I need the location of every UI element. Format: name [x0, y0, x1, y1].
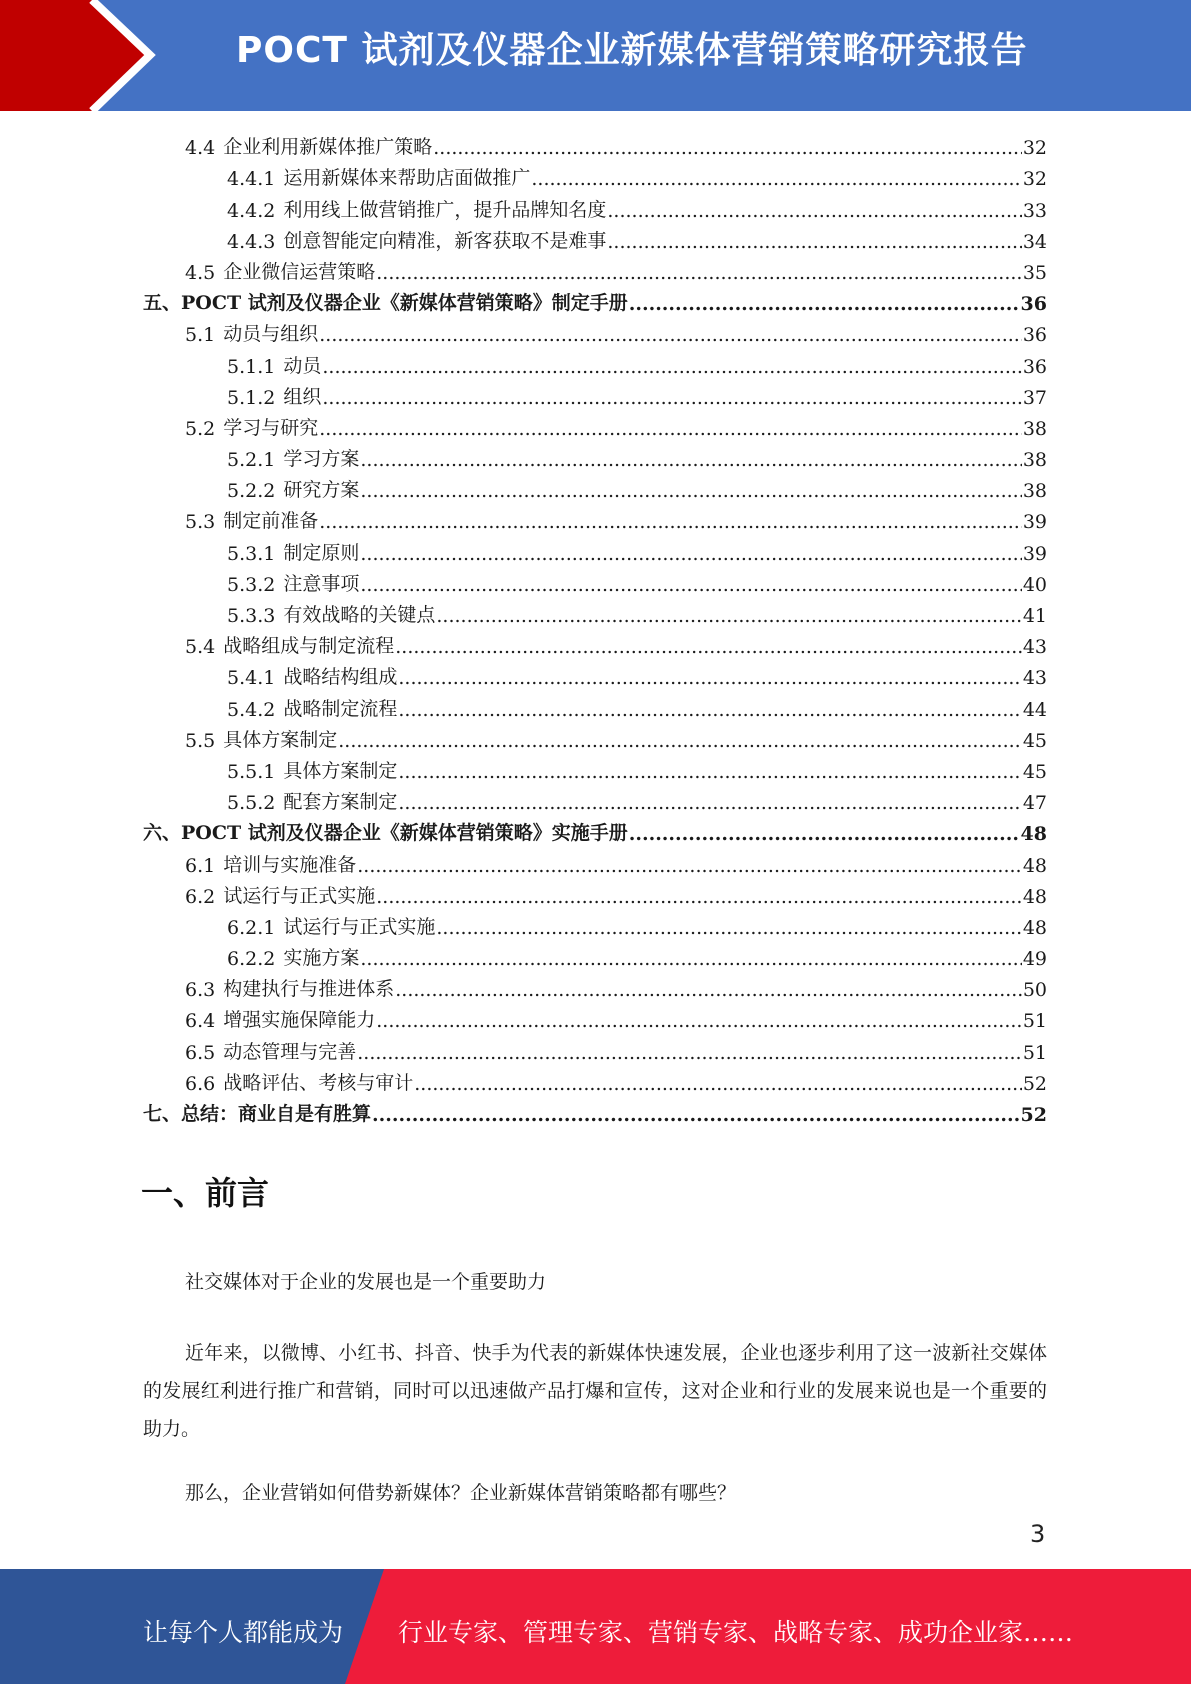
toc-entry-page: 48	[1022, 916, 1047, 939]
toc-entry-title: 配套方案制定	[283, 791, 398, 814]
toc-dot-leader	[607, 231, 1021, 253]
footer-slogan-right: 行业专家、管理专家、营销专家、战略专家、成功企业家……	[398, 1618, 1074, 1647]
toc-entry-page: 48	[1020, 823, 1047, 846]
toc-entry-number: 4.4.3	[227, 230, 276, 253]
toc-entry[interactable]	[143, 689, 1047, 720]
toc-entry-title: 组织	[283, 385, 322, 408]
toc-entry-title: POCT 试剂及仪器企业《新媒体营销策略》制定手册	[181, 292, 628, 315]
toc-dot-leader	[376, 886, 1022, 908]
toc-entry-title: 制定原则	[283, 541, 360, 564]
toc-dot-leader	[319, 418, 1022, 440]
toc-entry[interactable]	[143, 658, 1047, 689]
toc-dot-leader	[357, 855, 1022, 877]
toc-entry[interactable]	[143, 502, 1047, 533]
table-of-contents	[143, 128, 1047, 1126]
toc-entry-page: 43	[1022, 667, 1047, 690]
page-footer	[0, 1569, 1191, 1684]
toc-entry-number: 4.4.1	[227, 168, 276, 191]
toc-dot-leader	[376, 1010, 1022, 1032]
toc-entry[interactable]	[143, 222, 1047, 253]
toc-dot-leader	[398, 667, 1021, 689]
toc-entry-page: 48	[1022, 854, 1047, 877]
toc-entry[interactable]	[143, 471, 1047, 502]
toc-dot-leader	[376, 262, 1022, 284]
toc-dot-leader	[319, 511, 1022, 533]
toc-entry-title: 实施方案	[283, 947, 360, 970]
toc-dot-leader	[322, 387, 1021, 409]
toc-entry-page: 38	[1022, 417, 1047, 440]
toc-entry-number: 5.2	[185, 417, 216, 440]
toc-entry-title: 学习方案	[283, 448, 360, 471]
toc-entry-page: 34	[1022, 230, 1047, 253]
toc-entry-page: 41	[1022, 605, 1047, 627]
toc-entry[interactable]	[143, 315, 1047, 346]
toc-entry-title: 培训与实施准备	[223, 853, 357, 876]
toc-entry[interactable]	[143, 128, 1047, 159]
toc-entry-number: 4.5	[185, 261, 216, 284]
toc-dot-leader	[338, 730, 1022, 752]
toc-entry-title: 利用线上做营销推广，提升品牌知名度	[283, 198, 607, 221]
toc-entry-title: 运用新媒体来帮助店面做推广	[283, 167, 531, 190]
toc-entry-page: 36	[1022, 355, 1047, 378]
paragraph-2: 近年来，以微博、小红书、抖音、快手为代表的新媒体快速发展，企业也逐步利用了这一波新社交媒体的发展红利进行推广和营销，同时可以迅速做产品打爆和宣传，这对企业和行业的发展来说也是一个重要的助力。	[143, 1342, 1047, 1440]
page-header	[0, 0, 1191, 111]
toc-entry-number: 5.1.1	[227, 355, 276, 378]
toc-entry-page: 52	[1022, 1072, 1047, 1095]
toc-entry[interactable]	[143, 845, 1047, 876]
toc-entry-title: 动员	[283, 354, 322, 377]
toc-entry-title: 战略组成与制定流程	[223, 635, 395, 658]
toc-entry[interactable]	[143, 814, 1047, 845]
toc-entry-title: 注意事项	[283, 572, 360, 595]
toc-entry-page: 49	[1022, 948, 1047, 971]
toc-entry-number: 5.1	[185, 324, 216, 347]
toc-entry-number: 5.4	[185, 636, 216, 659]
toc-entry-number: 6.2	[185, 885, 216, 908]
toc-entry[interactable]	[143, 721, 1047, 752]
toc-entry-number: 5.3.2	[227, 573, 276, 596]
toc-entry-number: 4.4	[185, 137, 216, 160]
toc-entry-number: 六、	[143, 822, 182, 845]
toc-entry-title: POCT 试剂及仪器企业《新媒体营销策略》实施手册	[181, 822, 628, 845]
toc-entry-title: 具体方案制定	[283, 759, 398, 782]
header-title: POCT 试剂及仪器企业新媒体营销策略研究报告	[236, 30, 1028, 71]
section-heading: 一、前言	[141, 1174, 270, 1212]
toc-dot-leader	[319, 324, 1022, 346]
toc-entry-page: 38	[1022, 480, 1047, 503]
toc-dot-leader	[360, 543, 1021, 565]
toc-dot-leader	[414, 1073, 1022, 1095]
toc-dot-leader	[436, 605, 1021, 627]
toc-entry-page: 43	[1022, 636, 1047, 659]
toc-entry-page: 50	[1022, 979, 1047, 1002]
toc-entry-page: 32	[1022, 168, 1047, 191]
toc-entry-number: 6.6	[185, 1072, 216, 1095]
toc-entry-title: 增强实施保障能力	[223, 1009, 376, 1032]
toc-entry-page: 44	[1022, 698, 1047, 721]
toc-entry-title: 研究方案	[283, 479, 360, 502]
toc-entry-number: 4.4.2	[227, 199, 276, 222]
toc-entry[interactable]	[143, 284, 1047, 315]
toc-entry[interactable]	[143, 440, 1047, 471]
toc-dot-leader	[357, 1042, 1022, 1064]
toc-entry-page: 32	[1022, 137, 1047, 160]
toc-entry-title: 战略结构组成	[283, 666, 398, 689]
toc-entry-page: 39	[1022, 511, 1047, 534]
toc-entry-page: 35	[1022, 261, 1047, 284]
toc-entry-page: 45	[1022, 729, 1047, 752]
toc-entry-page: 40	[1022, 573, 1047, 596]
toc-entry[interactable]	[143, 970, 1047, 1001]
toc-dot-leader	[531, 168, 1021, 190]
toc-entry-page: 38	[1022, 449, 1047, 472]
toc-dot-leader	[360, 574, 1021, 596]
toc-entry[interactable]	[143, 346, 1047, 377]
toc-entry-number: 5.5.1	[227, 760, 276, 783]
toc-entry-title: 动员与组织	[223, 323, 319, 346]
toc-entry-page: 39	[1022, 542, 1047, 565]
toc-entry-number: 5.3.3	[227, 605, 276, 627]
toc-entry-number: 6.1	[185, 854, 216, 877]
toc-dot-leader	[372, 1104, 1020, 1126]
toc-entry-number: 5.5	[185, 729, 216, 752]
toc-entry-title: 试运行与正式实施	[283, 915, 436, 938]
toc-entry[interactable]	[143, 378, 1047, 409]
toc-dot-leader	[433, 137, 1022, 159]
toc-entry-page: 36	[1022, 324, 1047, 347]
toc-entry-number: 6.5	[185, 1041, 216, 1064]
toc-entry[interactable]	[143, 752, 1047, 783]
toc-entry[interactable]	[143, 190, 1047, 221]
toc-entry-title: 动态管理与完善	[223, 1040, 357, 1063]
toc-entry[interactable]	[143, 1064, 1047, 1095]
toc-dot-leader	[395, 636, 1022, 658]
toc-dot-leader	[607, 200, 1021, 222]
toc-entry[interactable]	[143, 1032, 1047, 1063]
page-number: 3	[1030, 1520, 1046, 1548]
toc-entry[interactable]	[143, 1001, 1047, 1032]
toc-entry-page: 47	[1022, 792, 1047, 815]
toc-dot-leader	[360, 449, 1021, 471]
toc-entry-page: 51	[1022, 1041, 1047, 1064]
paragraph-1: 社交媒体对于企业的发展也是一个重要助力	[185, 1271, 547, 1293]
toc-entry[interactable]	[143, 533, 1047, 564]
paragraph-3: 那么，企业营销如何借势新媒体？企业新媒体营销策略都有哪些？	[185, 1482, 737, 1504]
toc-dot-leader	[398, 761, 1021, 783]
toc-entry-number: 5.3	[185, 511, 216, 534]
toc-entry-title: 有效战略的关键点	[283, 604, 436, 626]
toc-entry-number: 5.4.1	[227, 667, 276, 690]
toc-entry-title: 学习与研究	[223, 416, 319, 439]
toc-dot-leader	[360, 948, 1021, 970]
toc-entry-title: 企业利用新媒体推广策略	[223, 136, 433, 159]
toc-entry-number: 七、	[143, 1103, 182, 1125]
toc-entry-number: 6.2.1	[227, 916, 276, 939]
toc-entry-number: 5.5.2	[227, 792, 276, 815]
toc-entry-title: 具体方案制定	[223, 728, 338, 751]
toc-entry-number: 5.2.2	[227, 480, 276, 503]
toc-entry-title: 构建执行与推进体系	[223, 978, 395, 1001]
toc-dot-leader	[395, 979, 1022, 1001]
toc-entry[interactable]	[143, 565, 1047, 596]
toc-entry-title: 战略评估、考核与审计	[223, 1071, 414, 1094]
toc-entry-number: 5.2.1	[227, 449, 276, 472]
toc-entry-page: 45	[1022, 760, 1047, 783]
toc-entry[interactable]	[143, 253, 1047, 284]
toc-entry-number: 6.3	[185, 979, 216, 1002]
toc-entry-title: 创意智能定向精准，新客获取不是难事	[283, 229, 607, 252]
toc-entry-page: 48	[1022, 885, 1047, 908]
toc-entry[interactable]	[143, 627, 1047, 658]
toc-entry[interactable]	[143, 409, 1047, 440]
toc-dot-leader	[629, 293, 1020, 315]
toc-entry[interactable]	[143, 877, 1047, 908]
toc-entry-number: 5.4.2	[227, 698, 276, 721]
toc-entry[interactable]	[143, 908, 1047, 939]
toc-entry-number: 5.3.1	[227, 542, 276, 565]
toc-dot-leader	[398, 699, 1021, 721]
toc-entry-title: 试运行与正式实施	[223, 884, 376, 907]
toc-entry-page: 37	[1022, 386, 1047, 409]
toc-entry-title: 企业微信运营策略	[223, 260, 376, 283]
toc-entry-number: 五、	[143, 292, 182, 315]
footer-slogan-left: 让每个人都能成为	[143, 1618, 344, 1647]
toc-entry-page: 36	[1020, 293, 1047, 316]
toc-entry[interactable]	[143, 596, 1047, 627]
toc-dot-leader	[629, 823, 1020, 845]
toc-dot-leader	[360, 480, 1021, 502]
toc-dot-leader	[322, 356, 1021, 378]
toc-entry[interactable]	[143, 939, 1047, 970]
toc-entry-number: 6.2.2	[227, 948, 276, 971]
toc-entry[interactable]	[143, 1095, 1047, 1126]
toc-dot-leader	[436, 917, 1021, 939]
toc-entry-page: 52	[1020, 1104, 1047, 1126]
toc-dot-leader	[398, 792, 1021, 814]
toc-entry-page: 33	[1022, 199, 1047, 222]
toc-entry-page: 51	[1022, 1010, 1047, 1033]
toc-entry-title: 总结：商业自是有胜算	[181, 1103, 372, 1125]
toc-entry-number: 6.4	[185, 1010, 216, 1033]
toc-entry-number: 5.1.2	[227, 386, 276, 409]
toc-entry-title: 制定前准备	[223, 510, 319, 533]
toc-entry[interactable]	[143, 783, 1047, 814]
toc-entry-title: 战略制定流程	[283, 697, 398, 720]
toc-entry[interactable]	[143, 159, 1047, 190]
